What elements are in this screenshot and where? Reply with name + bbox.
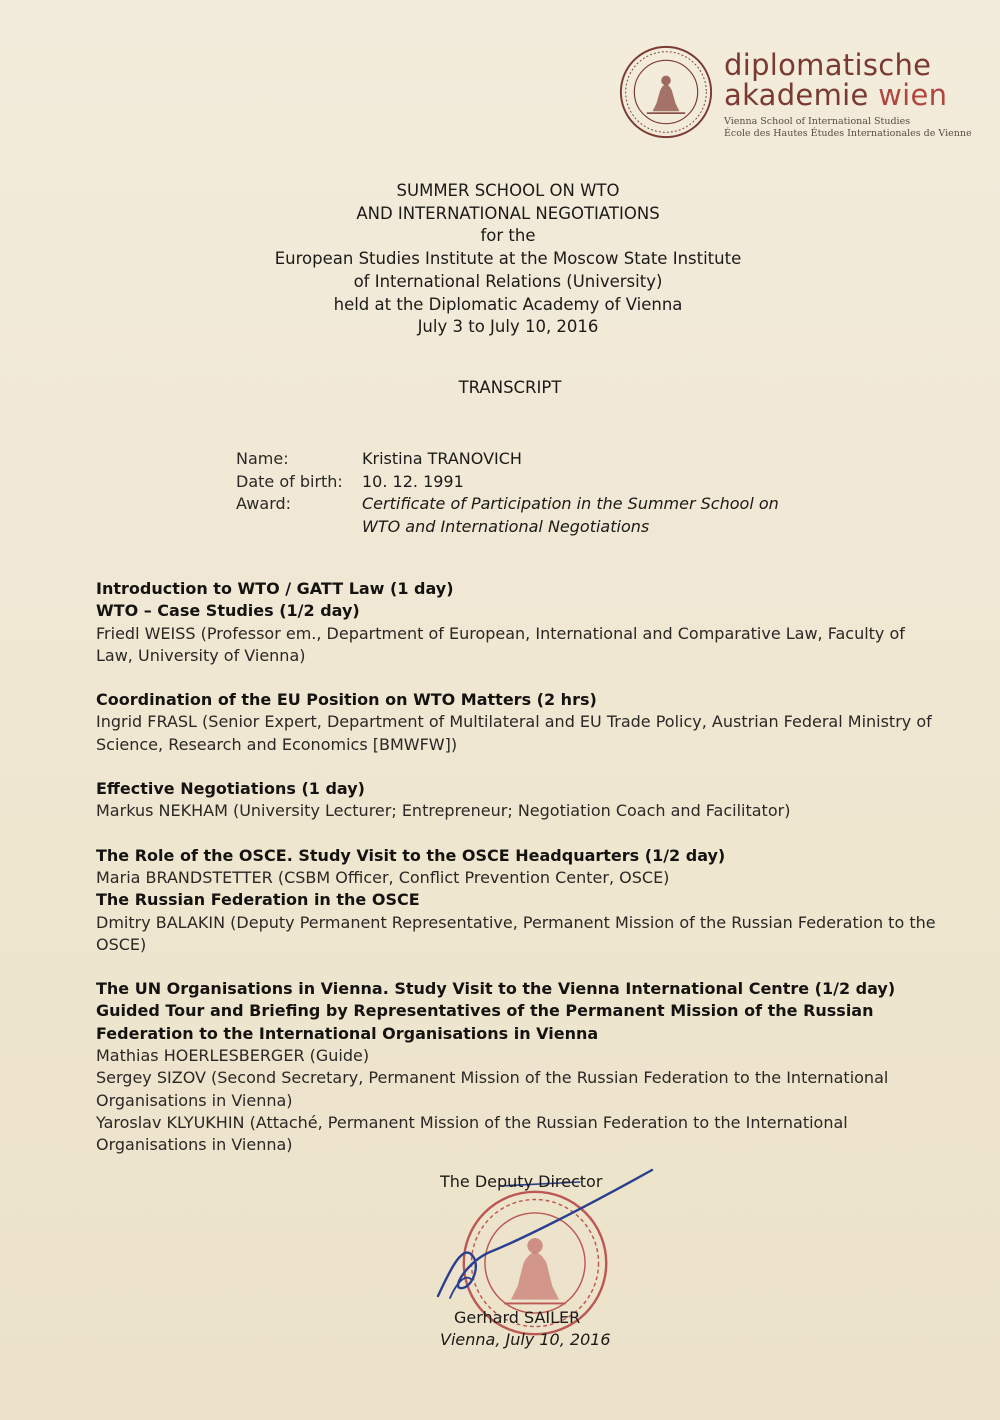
heading-line-6: held at the Diplomatic Academy of Vienna [333, 294, 683, 314]
academy-logo [724, 50, 972, 140]
course-title: The Russian Federation in the OSCE [96, 890, 420, 910]
logo-line-2 [724, 80, 972, 110]
lecturer-entry: Friedl WEISS (Professor em., Department of European, International and Comparative Law, Faculty of Law, University of Vienna) [96, 623, 905, 665]
lecturer-entry: Maria BRANDSTETTER (CSBM Officer, Conflict Prevention Center, OSCE) [96, 867, 670, 887]
heading-line-4: European Studies Institute at the Moscow State Institute [274, 249, 742, 269]
course-section [96, 978, 936, 1156]
course-title: Coordination of the EU Position on WTO Matters (2 hrs) [96, 690, 597, 710]
heading-line-5: of International Relations (University) [353, 271, 663, 291]
academy-seal-icon [618, 44, 714, 140]
course-title: The Role of the OSCE. Study Visit to the OSCE Headquarters (1/2 day) [96, 845, 726, 865]
student-info [236, 448, 782, 538]
award-value: Certificate of Participation in the Summer School on WTO and International Negotiations [362, 494, 779, 536]
signature-place-date: Vienna, July 10, 2016 [440, 1330, 611, 1349]
course-title: WTO – Case Studies (1/2 day) [96, 601, 360, 621]
heading-line-7: July 3 to July 10, 2016 [417, 317, 599, 337]
name-value: Kristina TRANOVICH [362, 449, 522, 468]
logo-line-1: diplomatische [724, 48, 932, 82]
course-section [96, 689, 936, 756]
heading-line-3: for the [480, 226, 536, 246]
course-section [96, 778, 936, 823]
info-row-name [236, 448, 782, 471]
dob-label: Date of birth: [236, 471, 343, 491]
transcript-title: TRANSCRIPT [458, 378, 562, 397]
lecturer-entry: Yaroslav KLYUKHIN (Attaché, Permanent Mission of the Russian Federation to the International Organisations in Vienna) [96, 1112, 848, 1155]
name-label: Name: [236, 449, 289, 468]
course-section [96, 578, 936, 667]
award-label: Award: [236, 494, 292, 513]
document-heading [0, 180, 1000, 339]
course-title: Effective Negotiations (1 day) [96, 779, 365, 799]
logo-wien: wien [878, 78, 948, 112]
course-title: Guided Tour and Briefing by Representatives of the Permanent Mission of the Russian Federation to the International Organisations in Vienna [96, 1001, 874, 1043]
lecturer-entry: Dmitry BALAKIN (Deputy Permanent Representative, Permanent Mission of the Russian Federation to the OSCE) [96, 912, 936, 954]
course-title: The UN Organisations in Vienna. Study Visit to the Vienna International Centre (1/2 day) [96, 979, 896, 999]
course-section [96, 845, 936, 956]
signatory-name: Gerhard SAILER [454, 1308, 581, 1327]
heading-line-1: SUMMER SCHOOL ON WTO [396, 181, 620, 200]
lecturer-entry: Ingrid FRASL (Senior Expert, Department of Multilateral and EU Trade Policy, Austrian Federal Ministry of Science, Research and Economics [BMWFW]) [96, 712, 932, 754]
course-list [96, 578, 936, 1179]
info-row-award [236, 493, 782, 538]
heading-line-2: AND INTERNATIONAL NEGOTIATIONS [356, 203, 660, 223]
course-title: Introduction to WTO / GATT Law (1 day) [96, 579, 454, 598]
logo-akademie: akademie [724, 78, 869, 112]
lecturer-entry: Mathias HOERLESBERGER (Guide) [96, 1046, 370, 1066]
signatory-role: The Deputy Director [440, 1172, 603, 1191]
dob-value: 10. 12. 1991 [362, 471, 464, 491]
logo-subtitle-en: Vienna School of International Studies [724, 116, 911, 127]
lecturer-entry: Markus NEKHAM (University Lecturer; Entrepreneur; Negotiation Coach and Facilitator) [96, 801, 791, 821]
logo-subtitle-fr: École des Hautes Études Internationales de Vienne [724, 128, 972, 139]
lecturer-entry: Sergey SIZOV (Second Secretary, Permanent Mission of the Russian Federation to the International Organisations in Vienna) [96, 1068, 889, 1110]
info-row-dob [236, 471, 782, 494]
